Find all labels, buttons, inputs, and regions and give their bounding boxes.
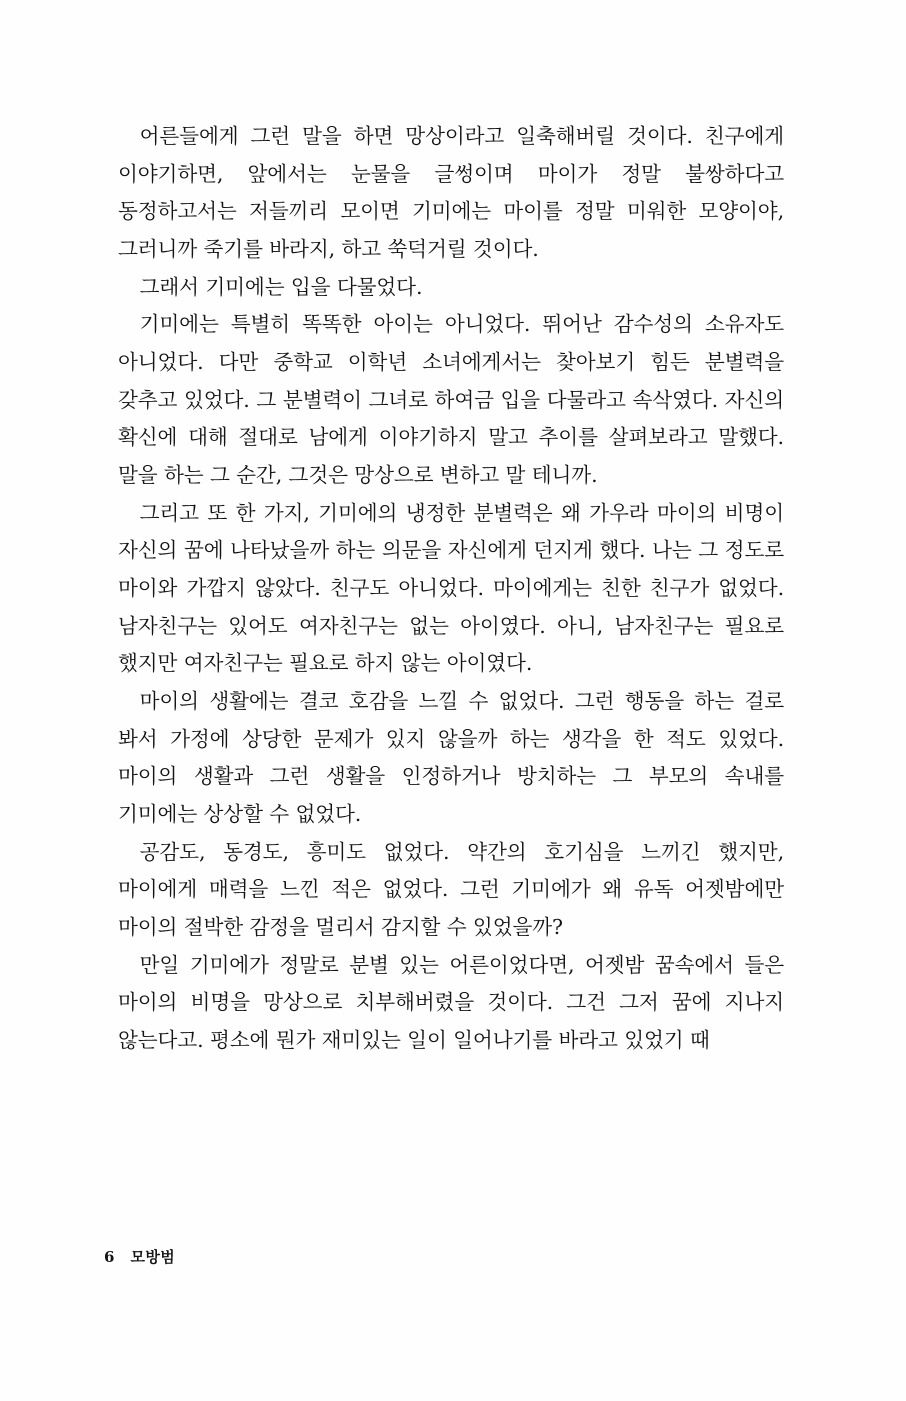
paragraph: 어른들에게 그런 말을 하면 망상이라고 일축해버릴 것이다. 친구에게 이야기하면, 앞에서는 눈물을 글썽이며 마이가 정말 불쌍하다고 동정하고서는 저들끼리 모이면 기미에는 마이를 정말 미워한 모양이야, 그러니까 죽기를 바라지, 하고 쑥덕거릴 것이다. [118,124,784,262]
paragraph: 그리고 또 한 가지, 기미에의 냉정한 분별력은 왜 가우라 마이의 비명이 자신의 꿈에 나타났을까 하는 의문을 자신에게 던지게 했다. 나는 그 정도로 마이와 가깝지 않았다. 친구도 아니었다. 마이에게는 친한 친구가 없었다. 남자친구는 있어도 여자친구는 없는 아이였다. 아니, 남자친구는 필요로 했지만 여자친구는 필요로 하지 않는 아이였다. [118,500,784,676]
paragraph: 만일 기미에가 정말로 분별 있는 어른이었다면, 어젯밤 꿈속에서 들은 마이의 비명을 망상으로 치부해버렸을 것이다. 그건 그저 꿈에 지나지 않는다고. 평소에 뭔가 재미있는 일이 일어나기를 바라고 있었기 때 [118,952,784,1053]
paragraph: 기미에는 특별히 똑똑한 아이는 아니었다. 뛰어난 감수성의 소유자도 아니었다. 다만 중학교 이학년 소녀에게서는 찾아보기 힘든 분별력을 갖추고 있었다. 그 분별력이 그녀로 하여금 입을 다물라고 속삭였다. 자신의 확신에 대해 절대로 남에게 이야기하지 말고 추이를 살펴보라고 말했다. 말을 하는 그 순간, 그것은 망상으로 변하고 말 테니까. [118,312,784,488]
paragraph: 그래서 기미에는 입을 다물었다. [139,274,423,299]
page-number: 6 [104,1248,115,1266]
body-text [118,118,784,1060]
paragraph: 마이의 생활에는 결코 호감을 느낄 수 없었다. 그런 행동을 하는 걸로 봐서 가정에 상당한 문제가 있지 않을까 하는 생각을 한 적도 있었다. 마이의 생활과 그런 생활을 인정하거나 방치하는 그 부모의 속내를 기미에는 상상할 수 없었다. [118,689,784,827]
page-footer [104,1246,504,1267]
paragraph: 공감도, 동경도, 흥미도 없었다. 약간의 호기심을 느끼긴 했지만, 마이에게 매력을 느낀 적은 없었다. 그런 기미에가 왜 유독 어젯밤에만 마이의 절박한 감정을 멀리서 감지할 수 있었을까? [118,839,784,940]
book-title: 모방범 [130,1248,176,1266]
